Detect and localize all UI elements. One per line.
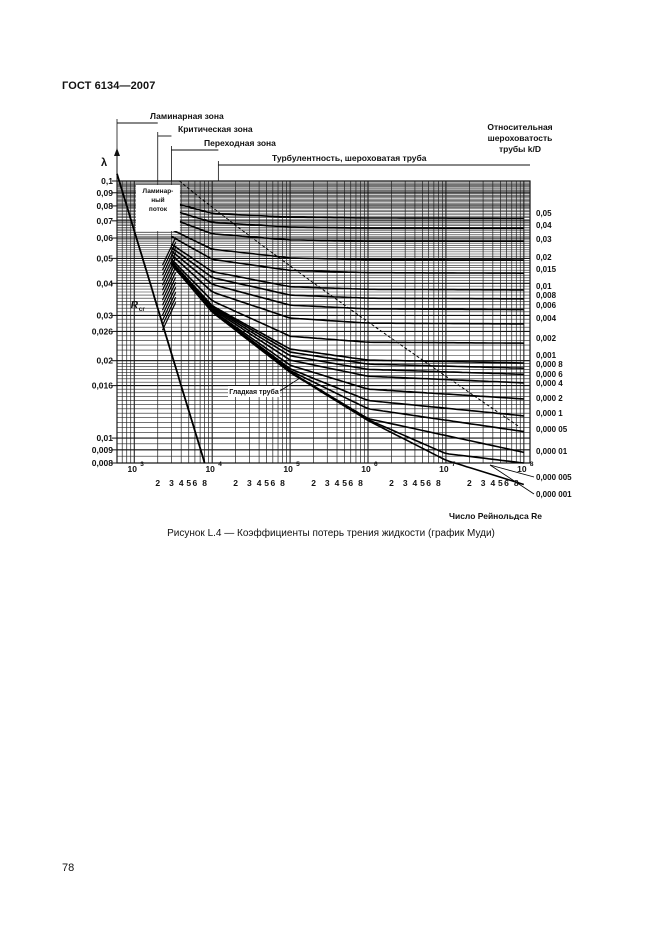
roughness-leader <box>490 465 534 494</box>
x-sub-label: 5 <box>498 478 503 488</box>
x-sub-label: 3 <box>480 478 486 488</box>
x-sub-label: 6 <box>426 478 432 488</box>
roughness-leader <box>490 465 534 477</box>
x-decade-label: 10 <box>517 464 527 474</box>
y-tick-label: 0,05 <box>96 253 113 264</box>
roughness-label: 0,000 6 <box>536 370 563 379</box>
x-sub-label: 5 <box>420 478 425 488</box>
y-tick-label: 0,016 <box>91 380 113 391</box>
y-tick-label: 0,1 <box>101 176 113 186</box>
roughness-label: 0,000 005 <box>536 473 572 482</box>
roughness-label: 0,001 <box>536 351 557 360</box>
y-tick-label: 0,04 <box>96 278 113 289</box>
x-sub-label: 2 <box>311 478 316 488</box>
zone-label: Ламинарная зона <box>150 111 224 121</box>
x-sub-label: 8 <box>436 478 441 488</box>
right-axis-title: Относительная <box>487 122 553 132</box>
page-number: 78 <box>62 862 75 874</box>
y-tick-label: 0,03 <box>96 310 113 321</box>
roughness-label: 0,002 <box>536 334 557 343</box>
laminar-flow-label: Ламинар- <box>142 188 174 195</box>
x-sub-label: 6 <box>504 478 509 488</box>
x-decade-exponent: 5 <box>296 461 300 468</box>
rcr-subscript: cr <box>138 306 145 313</box>
roughness-label: 0,000 01 <box>536 447 568 456</box>
x-decade-exponent: 4 <box>218 461 222 468</box>
x-sub-label: 3 <box>324 478 330 488</box>
zone-label: Турбулентность, шероховатая труба <box>272 153 427 163</box>
right-axis-title: трубы k/D <box>498 144 542 154</box>
x-axis-label: Число Рейнольдса Re <box>449 511 542 520</box>
roughness-label: 0,000 2 <box>536 394 563 403</box>
x-sub-label: 2 <box>155 478 161 488</box>
x-sub-label: 2 <box>389 478 394 488</box>
roughness-label: 0,000 4 <box>536 379 563 388</box>
x-decade-exponent: 6 <box>374 461 378 468</box>
x-decade-label: 10 <box>127 464 138 474</box>
document-header: ГОСТ 6134—2007 <box>62 80 156 92</box>
x-sub-label: 2 <box>233 478 239 488</box>
x-sub-label: 4 <box>490 478 496 488</box>
roughness-label: 0,004 <box>536 314 557 323</box>
roughness-label: 0,01 <box>536 282 552 291</box>
x-sub-label: 4 <box>412 478 418 488</box>
rcr-label: R <box>130 300 138 311</box>
x-sub-label: 8 <box>202 478 208 488</box>
x-sub-label: 5 <box>186 478 192 488</box>
x-sub-label: 8 <box>358 478 363 488</box>
figure-caption: Рисунок L.4 — Коэффициенты потерь трения жидкости (график Муди) <box>167 528 495 539</box>
x-decade-label: 10 <box>361 464 371 474</box>
x-decade-exponent: 7 <box>451 461 456 468</box>
x-sub-label: 5 <box>264 478 270 488</box>
roughness-label: 0,000 05 <box>536 425 568 434</box>
roughness-label: 0,015 <box>536 265 557 274</box>
laminar-flow-label: поток <box>148 206 167 213</box>
y-tick-label: 0,08 <box>96 200 113 211</box>
laminar-flow-label: ный <box>151 197 165 204</box>
x-sub-label: 8 <box>280 478 285 488</box>
roughness-label: 0,04 <box>536 221 552 230</box>
y-tick-label: 0,09 <box>96 187 113 198</box>
y-tick-label: 0,009 <box>91 444 113 455</box>
x-sub-label: 6 <box>192 478 198 488</box>
x-sub-label: 6 <box>270 478 276 488</box>
smooth-pipe-label: Гладкая труба <box>229 389 279 396</box>
y-tick-label: 0,008 <box>91 458 113 468</box>
x-sub-label: 6 <box>348 478 354 488</box>
y-tick-label: 0,01 <box>96 433 113 444</box>
y-tick-label: 0,026 <box>91 326 113 337</box>
x-decade-label: 10 <box>283 464 293 474</box>
roughness-label: 0,03 <box>536 235 552 244</box>
x-sub-label: 4 <box>334 478 340 488</box>
x-decade-exponent: 3 <box>140 461 144 468</box>
x-sub-label: 8 <box>513 478 519 488</box>
x-sub-label: 3 <box>169 478 174 488</box>
roughness-label: 0,006 <box>536 301 557 310</box>
x-decade-exponent: 8 <box>529 461 534 468</box>
x-sub-label: 3 <box>246 478 252 488</box>
x-sub-label: 5 <box>342 478 347 488</box>
y-tick-label: 0,06 <box>96 233 113 244</box>
roughness-label: 0,05 <box>536 209 552 218</box>
x-decade-label: 10 <box>439 464 449 474</box>
x-sub-label: 4 <box>178 478 184 488</box>
roughness-label: 0,008 <box>536 291 557 300</box>
x-sub-label: 4 <box>256 478 262 488</box>
y-tick-label: 0,07 <box>96 215 113 226</box>
roughness-label: 0,02 <box>536 253 552 262</box>
roughness-label: 0,000 8 <box>536 360 563 369</box>
friction-curve-10 <box>172 262 524 363</box>
x-sub-label: 3 <box>402 478 408 488</box>
zone-label: Переходная зона <box>204 138 276 148</box>
zone-label: Критическая зона <box>178 124 253 134</box>
roughness-label: 0,000 1 <box>536 409 563 418</box>
x-decade-label: 10 <box>205 464 215 474</box>
y-tick-label: 0,02 <box>96 355 113 366</box>
x-sub-label: 2 <box>467 478 472 488</box>
roughness-label: 0,000 001 <box>536 490 572 499</box>
y-axis-label: λ <box>100 157 108 169</box>
right-axis-title: шероховатость <box>487 133 553 143</box>
chart-grid <box>112 119 530 463</box>
